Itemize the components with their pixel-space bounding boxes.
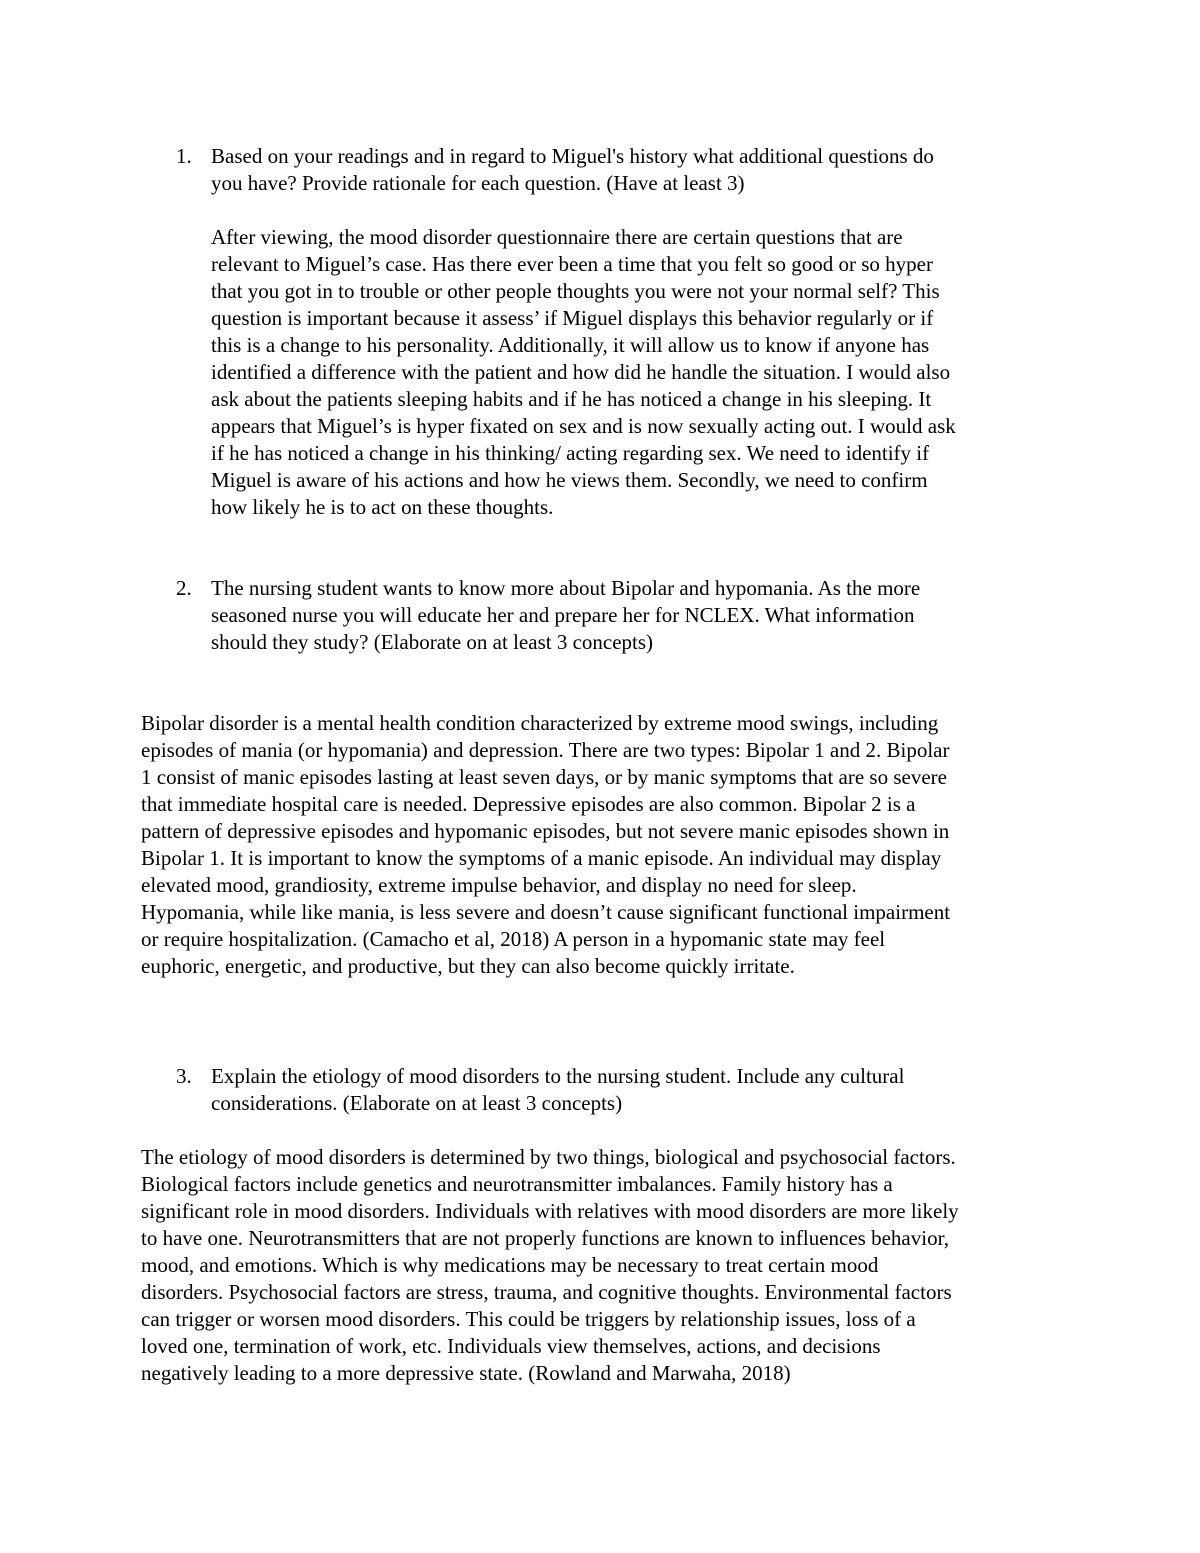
- answer-2-line: Bipolar disorder is a mental health condition characterized by extreme mood swings, including: [141, 711, 939, 735]
- answer-2-line: pattern of depressive episodes and hypomanic episodes, but not severe manic episodes shown in: [141, 819, 950, 843]
- answer-2-line: Bipolar 1. It is important to know the symptoms of a manic episode. An individual may display: [141, 846, 942, 870]
- question-2-line: should they study? (Elaborate on at least 3 concepts): [211, 630, 654, 654]
- answer-3-line: Biological factors include genetics and neurotransmitter imbalances. Family history has a: [141, 1172, 893, 1196]
- answer-1-line: question is important because it assess’ if Miguel displays this behavior regularly or if: [211, 306, 934, 330]
- answer-3-line: mood, and emotions. Which is why medications may be necessary to treat certain mood: [141, 1253, 879, 1277]
- answer-1-line: relevant to Miguel’s case. Has there ever been a time that you felt so good or so hyper: [211, 252, 933, 276]
- question-3-line: considerations. (Elaborate on at least 3 concepts): [211, 1091, 623, 1115]
- answer-3-line: to have one. Neurotransmitters that are not properly functions are known to influences behavior,: [141, 1226, 949, 1250]
- answer-1-line: if he has noticed a change in his thinking/ acting regarding sex. We need to identify if: [211, 441, 930, 465]
- answer-1-line: this is a change to his personality. Additionally, it will allow us to know if anyone has: [211, 333, 930, 357]
- answer-2-line: Hypomania, while like mania, is less severe and doesn’t cause significant functional impairment: [141, 900, 951, 924]
- answer-1-line: that you got in to trouble or other people thoughts you were not your normal self? This: [211, 279, 940, 303]
- answer-2-line: that immediate hospital care is needed. Depressive episodes are also common. Bipolar 2 is a: [141, 792, 916, 816]
- answer-2-line: elevated mood, grandiosity, extreme impulse behavior, and display no need for sleep.: [141, 873, 857, 897]
- answer-1-line: how likely he is to act on these thoughts.: [211, 495, 554, 519]
- answer-3-line: The etiology of mood disorders is determined by two things, biological and psychosocial factors.: [141, 1145, 956, 1169]
- answer-3-line: significant role in mood disorders. Individuals with relatives with mood disorders are more likely: [141, 1199, 959, 1223]
- question-1-line: Based on your readings and in regard to Miguel's history what additional questions do: [211, 144, 934, 168]
- answer-1-line: Miguel is aware of his actions and how he views them. Secondly, we need to confirm: [211, 468, 928, 492]
- question-2-line: seasoned nurse you will educate her and prepare her for NCLEX. What information: [211, 603, 915, 627]
- answer-1-line: ask about the patients sleeping habits and if he has noticed a change in his sleeping. It: [211, 387, 932, 411]
- answer-1-line: identified a difference with the patient and how did he handle the situation. I would also: [211, 360, 951, 384]
- question-1-number: 1.: [176, 144, 192, 168]
- question-2-line: The nursing student wants to know more about Bipolar and hypomania. As the more: [211, 576, 921, 600]
- answer-3-line: can trigger or worsen mood disorders. This could be triggers by relationship issues, loss of a: [141, 1307, 916, 1331]
- answer-3-line: disorders. Psychosocial factors are stress, trauma, and cognitive thoughts. Environmental factors: [141, 1280, 952, 1304]
- question-3-number: 3.: [176, 1064, 192, 1088]
- answer-2-line: episodes of mania (or hypomania) and depression. There are two types: Bipolar 1 and 2. Bipolar: [141, 738, 950, 762]
- answer-2-line: euphoric, energetic, and productive, but they can also become quickly irritate.: [141, 954, 795, 978]
- answer-3-line: loved one, termination of work, etc. Individuals view themselves, actions, and decisions: [141, 1334, 881, 1358]
- question-2-number: 2.: [176, 576, 192, 600]
- answer-2-line: or require hospitalization. (Camacho et al, 2018) A person in a hypomanic state may feel: [141, 927, 886, 951]
- answer-3-line: negatively leading to a more depressive state. (Rowland and Marwaha, 2018): [141, 1361, 791, 1385]
- answer-2-line: 1 consist of manic episodes lasting at least seven days, or by manic symptoms that are so severe: [141, 765, 947, 789]
- question-1-line: you have? Provide rationale for each question. (Have at least 3): [211, 171, 745, 195]
- answer-1-line: appears that Miguel’s is hyper fixated on sex and is now sexually acting out. I would ask: [211, 414, 956, 438]
- question-3-line: Explain the etiology of mood disorders to the nursing student. Include any cultural: [211, 1064, 905, 1088]
- answer-1-line: After viewing, the mood disorder questionnaire there are certain questions that are: [211, 225, 903, 249]
